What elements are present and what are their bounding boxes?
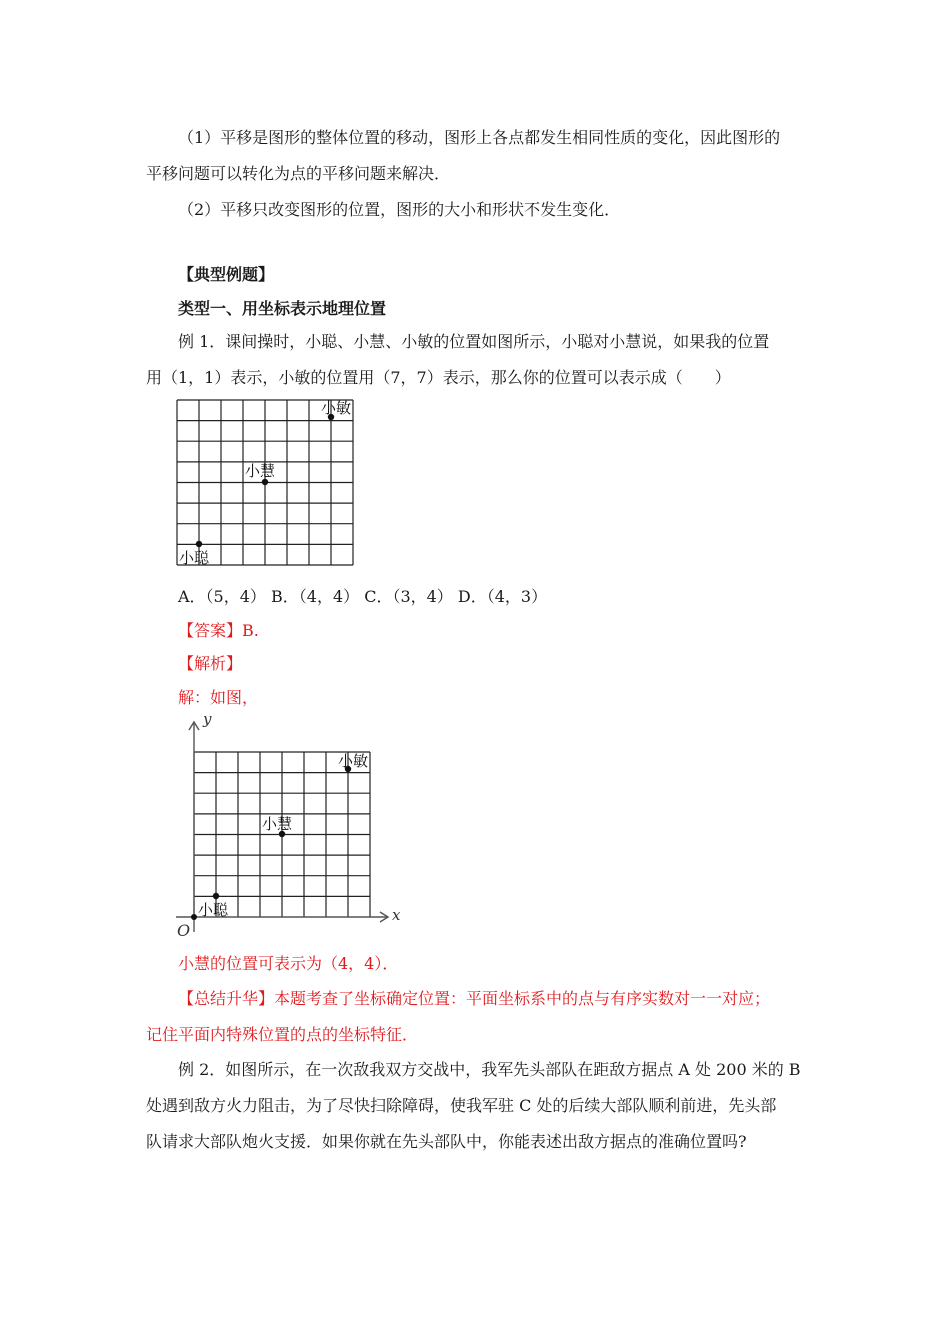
intro-paragraph-2: （2）平移只改变图形的位置，图形的大小和形状不发生变化．: [178, 200, 621, 219]
example-2-line-2: 处遇到敌方火力阻击，为了尽快扫除障碍，使我军驻 C 处的后续大部队顺利前进，先头部: [146, 1096, 777, 1115]
y-axis-label: y: [203, 710, 212, 728]
xiaohui-label: 小慧: [245, 462, 276, 480]
example-1-summary-line-1: 【总结升华】本题考查了坐标确定位置：平面坐标系中的点与有序实数对一一对应；: [178, 989, 771, 1008]
xiaocong-label: 小聪: [198, 901, 229, 919]
xiaohui-label: 小慧: [262, 815, 293, 833]
example-1-analysis-tag: 【解析】: [178, 654, 243, 673]
xiaocong-label: 小聪: [179, 549, 210, 567]
example-1-summary-line-2: 记住平面内特殊位置的点的坐标特征．: [146, 1025, 419, 1044]
example-1-options: A．（5，4） B．（4，4） C．（3，4） D．（4，3）: [178, 587, 548, 606]
type-one-title: 类型一、用坐标表示地理位置: [178, 299, 387, 318]
example-2-line-1: 例 2．如图所示，在一次敌我双方交战中，我军先头部队在距敌方据点 A 处 200 米的 B: [178, 1060, 801, 1079]
xiaocong-point: [213, 893, 219, 899]
xiaomin-label: 小敏: [338, 752, 369, 770]
x-axis-label: x: [392, 906, 401, 924]
example-1-grid-figure: [170, 392, 370, 572]
example-1-answer: 【答案】B.: [178, 621, 259, 640]
origin-label: O: [177, 921, 191, 940]
section-heading: 【典型例题】: [178, 265, 275, 284]
intro-paragraph-1-line-2: 平移问题可以转化为点的平移问题来解决．: [146, 164, 451, 183]
example-1-solution-intro: 解：如图，: [178, 688, 259, 707]
example-1-line-1: 例 1．课间操时，小聪、小慧、小敏的位置如图所示，小聪对小慧说，如果我的位置: [178, 332, 770, 351]
example-1-line-2: 用（1，1）表示，小敏的位置用（7，7）表示，那么你的位置可以表示成（ ）: [146, 368, 731, 387]
xiaomin-label: 小敏: [321, 399, 352, 417]
origin-point: [191, 914, 197, 920]
xiaocong-point: [196, 541, 202, 547]
example-1-conclusion: 小慧的位置可表示为（4，4）．: [178, 954, 399, 973]
example-1-coordinate-figure: [170, 708, 410, 940]
example-2-line-3: 队请求大部队炮火支援．如果你就在先头部队中，你能表述出敌方据点的准确位置吗?: [146, 1132, 747, 1151]
intro-paragraph-1-line-1: （1）平移是图形的整体位置的移动，图形上各点都发生相同性质的变化，因此图形的: [178, 128, 781, 147]
